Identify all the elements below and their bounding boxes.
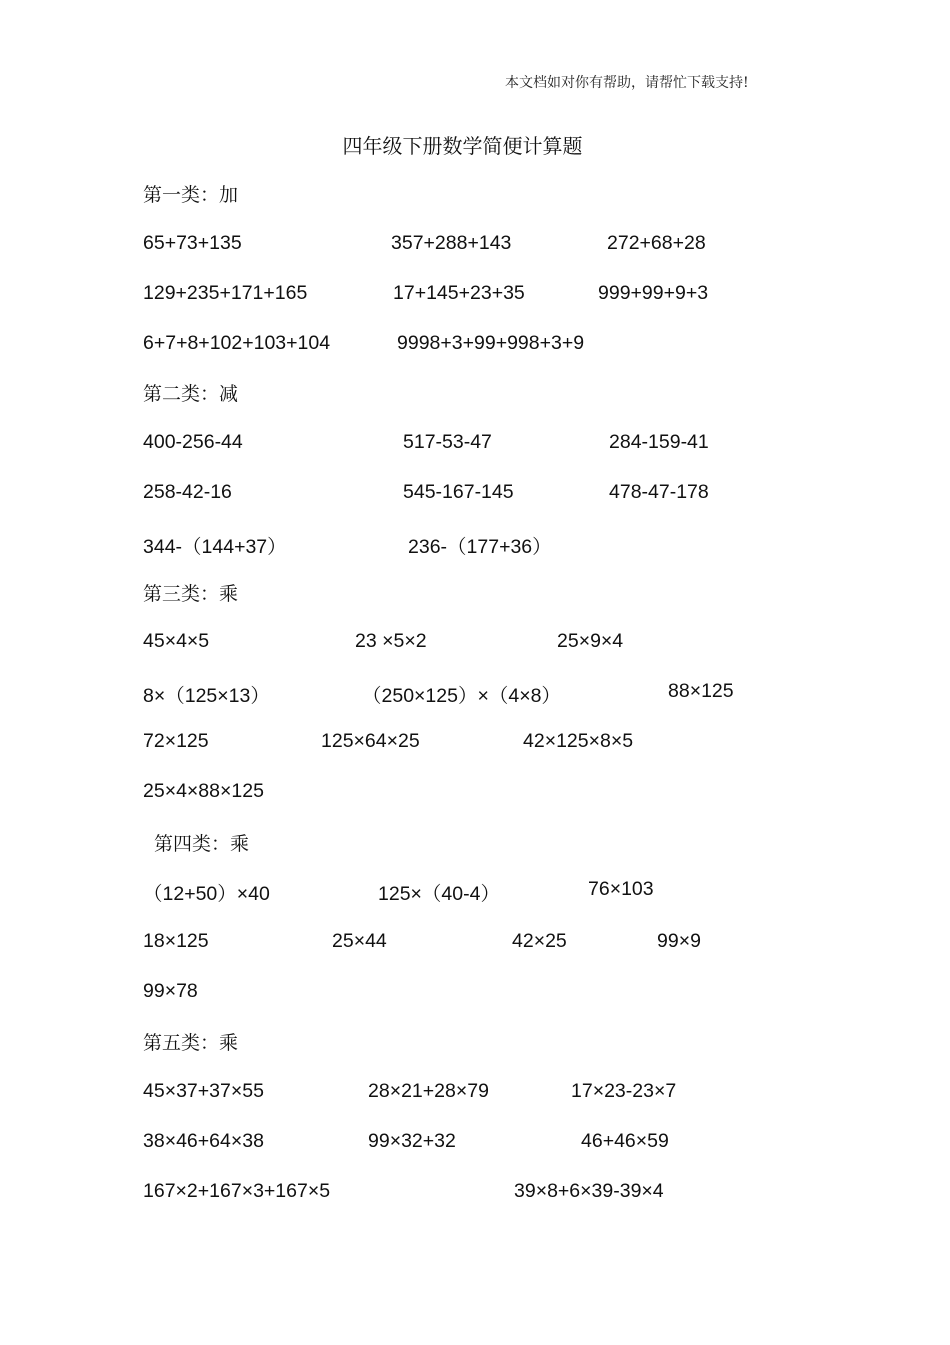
problem: 125×64×25 [321,730,420,752]
section-heading-addition: 第一类：加 [143,184,239,206]
problem: 167×2+167×3+167×5 [143,1180,331,1202]
problem: 72×125 [143,730,209,752]
section-heading-multiplication-2: 第四类：乘 [154,833,250,855]
problem: 99×78 [143,980,198,1002]
problem: 272+68+28 [607,232,706,254]
problem: 400-256-44 [143,431,243,453]
problem: 45×4×5 [143,630,210,652]
problem: 258-42-16 [143,481,232,503]
problem: 76×103 [588,878,654,900]
problem: 23 ×5×2 [355,630,427,652]
problem: 545-167-145 [403,481,514,503]
problem: 45×37+37×55 [143,1080,264,1102]
problem: 517-53-47 [403,431,492,453]
problem: 17×23-23×7 [571,1080,677,1102]
problem: （12+50）×40 [143,883,270,905]
problem: 99×9 [657,930,701,952]
problem: 357+288+143 [391,232,512,254]
section-heading-subtraction: 第二类：减 [143,383,239,405]
problem: 42×25 [512,930,567,952]
problem: 8×（125×13） [143,685,270,707]
problem: 9998+3+99+998+3+9 [397,332,585,354]
problem: 18×125 [143,930,209,952]
problem: 6+7+8+102+103+104 [143,332,331,354]
problem: 129+235+171+165 [143,282,308,304]
problem: 25×9×4 [557,630,624,652]
problem: （250×125）×（4×8） [362,685,561,707]
problem: 17+145+23+35 [393,282,525,304]
problem: 42×125×8×5 [523,730,634,752]
problem: 39×8+6×39-39×4 [514,1180,664,1202]
header-note: 本文档如对你有帮助，请帮忙下载支持! [505,75,749,91]
problem: 38×46+64×38 [143,1130,264,1152]
problem: 65+73+135 [143,232,242,254]
problem: 25×44 [332,930,387,952]
problem: 999+99+9+3 [598,282,709,304]
problem: 99×32+32 [368,1130,456,1152]
problem: 284-159-41 [609,431,709,453]
problem: 344-（144+37） [143,536,287,558]
problem: 46+46×59 [581,1130,669,1152]
problem: 28×21+28×79 [368,1080,489,1102]
problem: 125×（40-4） [378,883,500,905]
problem: 25×4×88×125 [143,780,264,802]
problem: 478-47-178 [609,481,709,503]
problem: 88×125 [668,680,734,702]
problem: 236-（177+36） [408,536,552,558]
document-title: 四年级下册数学简便计算题 [342,134,583,158]
section-heading-multiplication-1: 第三类：乘 [143,583,239,605]
section-heading-multiplication-3: 第五类：乘 [143,1032,239,1054]
